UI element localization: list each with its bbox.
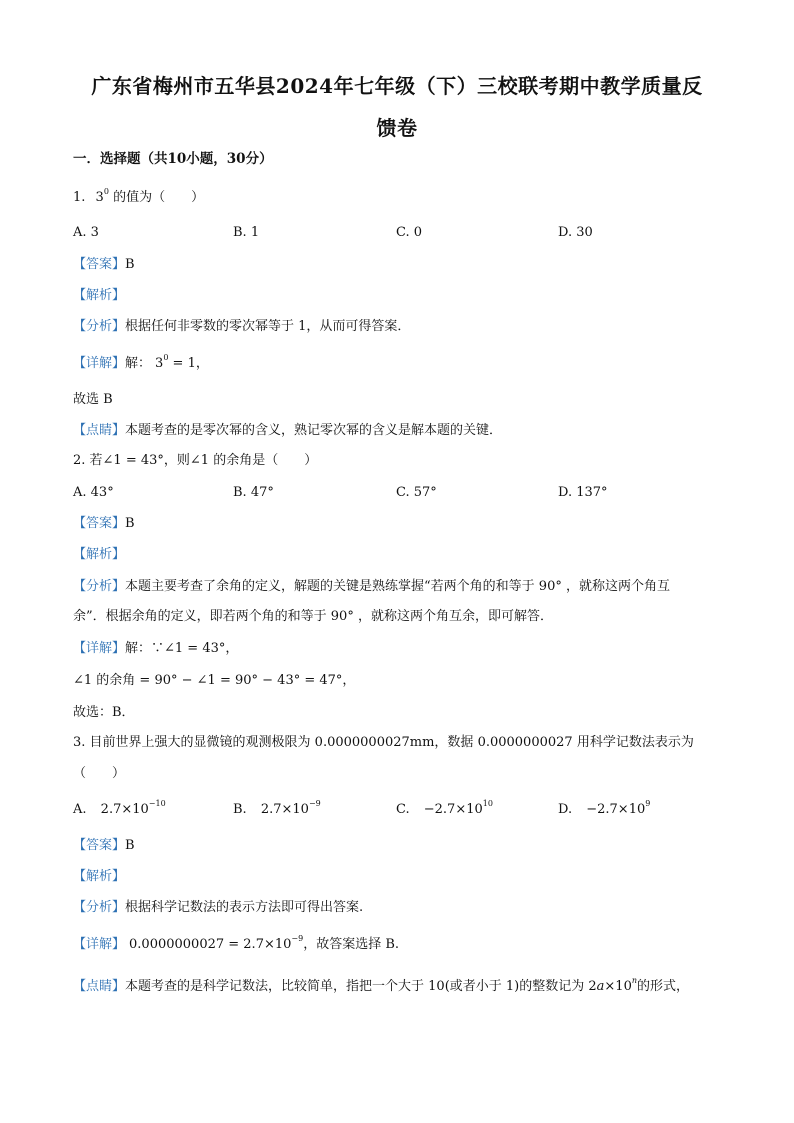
option-label: B. — [233, 802, 247, 817]
fenxi-label: 【分析】 — [73, 900, 126, 915]
q1-option-b: B. 1 — [233, 225, 260, 240]
option-mantissa: −2.7×10 — [423, 802, 483, 817]
q1-conclusion: 故选 B — [73, 392, 113, 407]
option-label: C. — [396, 802, 410, 817]
option-mantissa: 2.7×10 — [100, 802, 149, 817]
answer-value: B — [125, 516, 135, 531]
comment-suffix: 的形式， — [637, 979, 690, 994]
option-exponent: 10 — [482, 799, 493, 808]
math-exponent: 0 — [163, 353, 169, 362]
question-text: 的值为（ ） — [113, 190, 205, 205]
option-exponent: −9 — [308, 799, 321, 808]
option-mantissa: 2.7×10 — [260, 802, 309, 817]
q3-fenxi — [73, 899, 363, 917]
q1-analysis-label: 【解析】 — [73, 288, 126, 303]
q3-analysis-label: 【解析】 — [73, 869, 126, 884]
q1-answer — [73, 256, 135, 274]
option-exponent: 9 — [645, 799, 651, 808]
q3-option-a — [73, 801, 166, 819]
answer-label: 【答案】 — [73, 838, 126, 853]
option-label: A. — [73, 802, 87, 817]
question-3-line1: 3. 目前世界上强大的显微镜的观测极限为 0.0000000027mm，数据 0.0000000027 用科学记数法表示为 — [73, 735, 694, 750]
q1-option-d: D. 30 — [558, 225, 593, 240]
detail-label: 【详解】 — [73, 641, 126, 656]
comment-text: 本题考查的是科学记数法，比较简单，指把一个大于 10(或者小于 1)的整数记为 2 — [125, 979, 597, 994]
comment-label: 【点睛】 — [73, 423, 126, 438]
section-heading: 一．选择题（共10小题，30分） — [73, 151, 273, 167]
q1-fenxi — [73, 318, 410, 336]
detail-suffix: = 1， — [168, 356, 209, 371]
detail-text-line1: 解：∵∠1 = 43°， — [125, 641, 239, 656]
q2-detail-line2: ∠1 的余角 = 90° − ∠1 = 90° − 43° = 47°， — [73, 673, 356, 688]
fenxi-label: 【分析】 — [73, 319, 126, 334]
q2-conclusion: 故选：B． — [73, 705, 135, 720]
q1-option-a: A. 3 — [73, 225, 99, 240]
q3-detail — [73, 936, 399, 954]
question-number: 1. — [73, 190, 86, 205]
math-base: 3 — [95, 190, 104, 205]
q3-option-b — [233, 801, 321, 819]
math-base: 3 — [155, 356, 164, 371]
detail-label: 【详解】 — [73, 937, 126, 952]
q3-option-c — [396, 801, 493, 819]
q2-fenxi-line2: 余”．根据余角的定义，即若两个角的和等于 90° ，就称这两个角互余，即可解答． — [73, 609, 553, 624]
detail-label: 【详解】 — [73, 356, 126, 371]
q2-option-a: A. 43° — [73, 485, 114, 500]
fenxi-label: 【分析】 — [73, 579, 126, 594]
q3-answer — [73, 837, 135, 855]
q2-fenxi — [73, 578, 670, 596]
option-exponent: −10 — [148, 799, 166, 808]
detail-suffix: ，故答案选择 B. — [303, 937, 400, 952]
q2-answer — [73, 515, 135, 533]
math-exponent: 0 — [103, 187, 109, 196]
answer-label: 【答案】 — [73, 257, 126, 272]
fenxi-text: 根据任何非零数的零次幂等于 1，从而可得答案． — [125, 319, 411, 334]
answer-label: 【答案】 — [73, 516, 126, 531]
fenxi-text-line1: 本题主要考查了余角的定义，解题的关键是熟练掌握“若两个角的和等于 90° ，就称这两个角互 — [125, 579, 670, 594]
q1-comment — [73, 422, 502, 440]
answer-value: B — [125, 838, 135, 853]
math-mantissa: ×10 — [604, 979, 632, 994]
option-label: D. — [558, 802, 573, 817]
math-exponent: n — [631, 976, 637, 985]
document-title-line1: 广东省梅州市五华县2024年七年级（下）三校联考期中教学质量反 — [91, 74, 703, 98]
q2-option-d: D. 137° — [558, 485, 608, 500]
question-1 — [73, 189, 204, 207]
q3-option-d — [558, 801, 650, 819]
document-title-line2: 馈卷 — [376, 116, 418, 140]
q2-detail — [73, 640, 238, 658]
q1-detail — [73, 355, 209, 373]
q3-comment — [73, 978, 689, 996]
fenxi-text: 根据科学记数法的表示方法即可得出答案. — [125, 900, 364, 915]
math-variable: a — [596, 979, 605, 994]
question-2: 2. 若∠1 = 43°，则∠1 的余角是（ ） — [73, 453, 318, 468]
answer-value: B — [125, 257, 135, 272]
comment-text: 本题考查的是零次幂的含义，熟记零次幂的含义是解本题的关键． — [125, 423, 503, 438]
detail-prefix: 解： — [125, 356, 152, 371]
q2-analysis-label: 【解析】 — [73, 547, 126, 562]
option-mantissa: −2.7×10 — [586, 802, 646, 817]
math-exponent: −9 — [291, 934, 304, 943]
question-3-line2: （ ） — [73, 766, 126, 781]
comment-label: 【点睛】 — [73, 979, 126, 994]
detail-prefix: 0.0000000027 = 2.7×10 — [129, 937, 292, 952]
q1-option-c: C. 0 — [396, 225, 423, 240]
q2-option-b: B. 47° — [233, 485, 274, 500]
q2-option-c: C. 57° — [396, 485, 437, 500]
